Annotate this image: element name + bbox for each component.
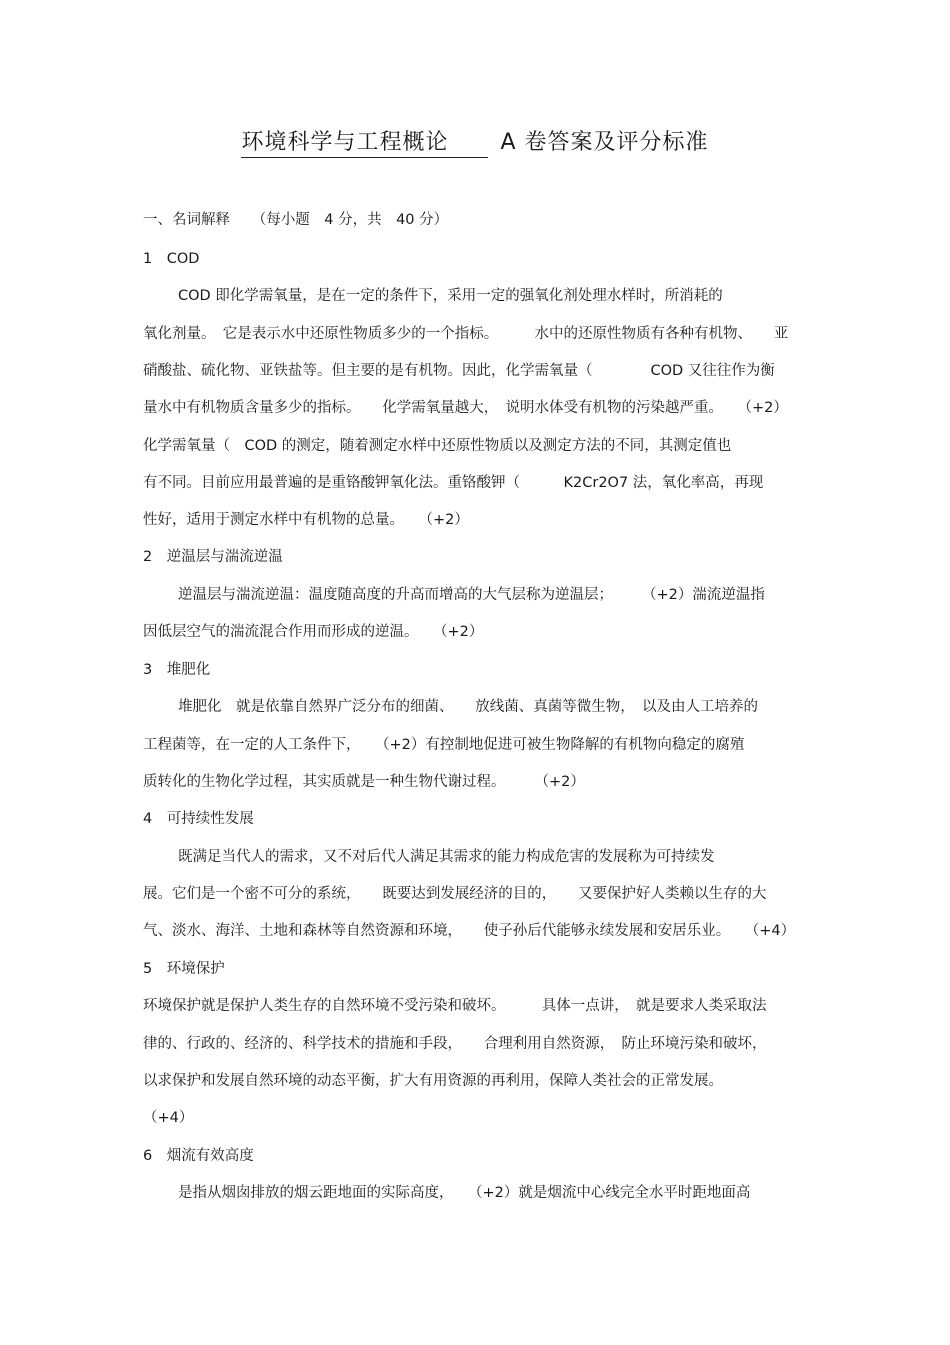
body-line: 有不同。目前应用最普遍的是重铬酸钾氧化法。重铬酸钾（ K2Cr2O7 法，氧化率高，再现 bbox=[143, 475, 764, 491]
body-line: 氧化剂量。 它是表示水中还原性物质多少的一个指标。 水中的还原性物质有各种有机物、 亚 bbox=[143, 326, 789, 342]
term-heading-protection: 5 环境保护 bbox=[143, 961, 225, 977]
body-line: COD 即化学需氧量，是在一定的条件下，采用一定的强氧化剂处理水样时，所消耗的 bbox=[178, 288, 723, 304]
body-line: 性好，适用于测定水样中有机物的总量。 （+2） bbox=[143, 512, 469, 528]
document-title bbox=[0, 125, 950, 158]
body-line: 堆肥化 就是依靠自然界广泛分布的细菌、 放线菌、真菌等微生物， 以及由人工培养的 bbox=[178, 699, 758, 715]
body-line: 以求保护和发展自然环境的动态平衡，扩大有用资源的再利用，保障人类社会的正常发展。 bbox=[143, 1073, 723, 1089]
body-line: 化学需氧量（ COD 的测定，随着测定水样中还原性物质以及测定方法的不同，其测定值也 bbox=[143, 438, 732, 454]
body-line: 展。它们是一个密不可分的系统， 既要达到发展经济的目的， 又要保护好人类赖以生存的大 bbox=[143, 886, 767, 902]
term-heading-sustainable: 4 可持续性发展 bbox=[143, 811, 254, 827]
body-line: 硝酸盐、硫化物、亚铁盐等。但主要的是有机物。因此，化学需氧量（ COD 又往往作为衡 bbox=[143, 363, 775, 379]
body-line: 既满足当代人的需求，又不对后代人满足其需求的能力构成危害的发展称为可持续发 bbox=[178, 849, 715, 865]
body-line: 量水中有机物质含量多少的指标。 化学需氧量越大， 说明水体受有机物的污染越严重。 （+2） bbox=[143, 400, 788, 416]
body-line: （+4） bbox=[143, 1110, 194, 1126]
section-heading: 一、名词解释 （每小题 4 分，共 40 分） bbox=[143, 212, 449, 228]
body-line: 质转化的生物化学过程，其实质就是一种生物代谢过程。 （+2） bbox=[143, 774, 585, 790]
body-line: 因低层空气的湍流混合作用而形成的逆温。 （+2） bbox=[143, 624, 484, 640]
term-heading-inversion: 2 逆温层与湍流逆温 bbox=[143, 549, 283, 565]
body-line: 工程菌等，在一定的人工条件下， （+2）有控制地促进可被生物降解的有机物向稳定的腐殖 bbox=[143, 737, 745, 753]
title-course: 环境科学与工程概论 bbox=[241, 129, 488, 158]
term-heading-cod: 1 COD bbox=[143, 251, 200, 267]
body-line: 气、淡水、海洋、土地和森林等自然资源和环境， 使子孙后代能够永续发展和安居乐业。 （+4） bbox=[143, 923, 796, 939]
body-line: 律的、行政的、经济的、科学技术的措施和手段， 合理利用自然资源， 防止环境污染和破坏， bbox=[143, 1036, 767, 1052]
body-line: 是指从烟囱排放的烟云距地面的实际高度， （+2）就是烟流中心线完全水平时距地面高 bbox=[178, 1185, 751, 1201]
body-line: 环境保护就是保护人类生存的自然环境不受污染和破坏。 具体一点讲， 就是要求人类采取法 bbox=[143, 998, 767, 1014]
body-line: 逆温层与湍流逆温：温度随高度的升高而增高的大气层称为逆温层； （+2）湍流逆温指 bbox=[178, 587, 765, 603]
title-paper: A 卷答案及评分标准 bbox=[500, 130, 709, 155]
term-heading-plume: 6 烟流有效高度 bbox=[143, 1148, 254, 1164]
term-heading-composting: 3 堆肥化 bbox=[143, 662, 211, 678]
